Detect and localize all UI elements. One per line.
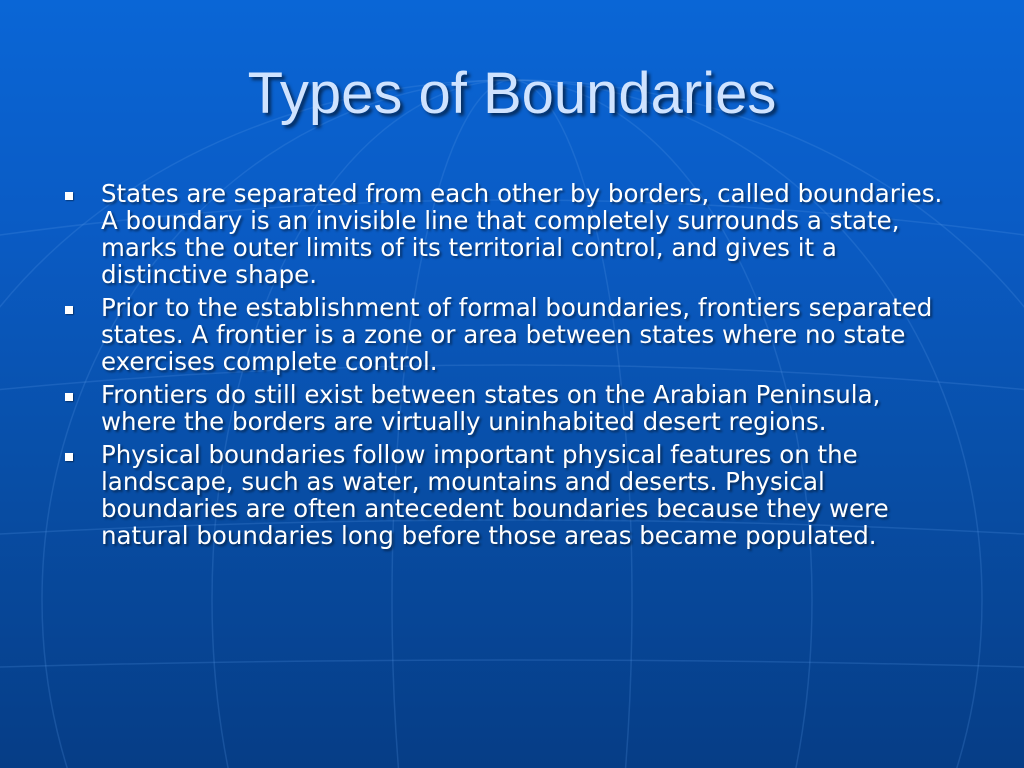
- bullet-item: [60, 441, 960, 549]
- bullet-list: [60, 180, 960, 555]
- bullet-item: [60, 180, 960, 288]
- bullet-text: States are separated from each other by borders, called boundaries. A boundary is an invisible line that completely surrounds a state, marks the outer limits of its territorial control, and gives it a distinctive shape.: [101, 179, 943, 289]
- bullet-text: Physical boundaries follow important physical features on the landscape, such as water, mountains and deserts. Physical boundaries are often antecedent boundaries because they were natural boundaries long before those areas became populated.: [101, 440, 889, 550]
- bullet-text: Frontiers do still exist between states on the Arabian Peninsula, where the borders are virtually uninhabited desert regions.: [101, 380, 881, 436]
- bullet-item: [60, 294, 960, 375]
- bullet-marker-icon: [65, 306, 73, 314]
- bullet-item: [60, 381, 960, 435]
- bullet-marker-icon: [65, 453, 73, 461]
- bullet-text: Prior to the establishment of formal boundaries, frontiers separated states. A frontier is a zone or area between states where no state exercises complete control.: [101, 293, 933, 376]
- slide-title: Types of Boundaries: [247, 61, 777, 126]
- bullet-marker-icon: [65, 192, 73, 200]
- bullet-marker-icon: [65, 393, 73, 401]
